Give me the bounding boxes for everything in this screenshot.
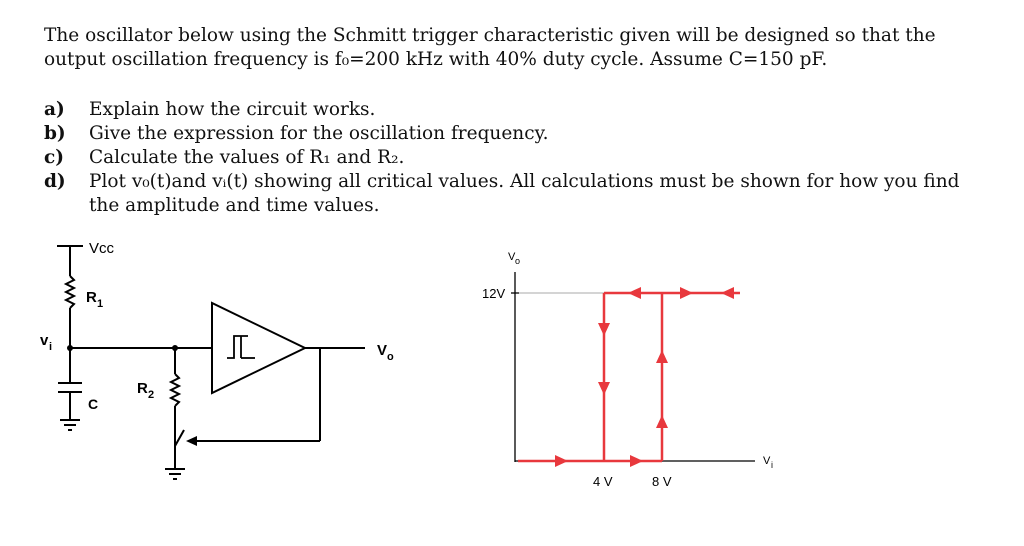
r2-subscript: 2 — [148, 389, 155, 401]
question-b-text: Give the expression for the oscillation frequency. — [89, 123, 549, 144]
question-d-text-line1: Plot v₀(t)and vᵢ(t) showing all critical values. All calculations must be shown for how you find — [89, 171, 960, 192]
vo-label: V — [377, 342, 388, 359]
low-threshold-label: 4 V — [593, 474, 613, 489]
oscillator-circuit — [0, 0, 440, 546]
vi-axis-label: V — [763, 455, 771, 467]
intro-line-2: output oscillation frequency is f₀=200 kHz with 40% duty cycle. Assume C=150 pF. — [44, 49, 828, 70]
capacitor-label: C — [88, 396, 99, 412]
r1-resistor — [66, 276, 74, 308]
hysteresis-icon — [227, 336, 248, 358]
vi-subscript: i — [49, 341, 53, 353]
question-d-label: d) — [44, 171, 66, 192]
question-b-label: b) — [44, 123, 66, 144]
r1-subscript: 1 — [97, 298, 104, 310]
question-c-text: Calculate the values of R₁ and R₂. — [89, 147, 405, 168]
vo-axis-subscript: o — [515, 256, 521, 266]
vo-axis-label: V — [508, 251, 516, 263]
question-d-text-line2: the amplitude and time values. — [89, 195, 380, 216]
vi-label: v — [40, 332, 49, 349]
vcc-label: Vcc — [89, 240, 115, 257]
schmitt-characteristic — [440, 0, 780, 546]
high-threshold-label: 8 V — [652, 474, 672, 489]
high-level-label: 12V — [482, 286, 506, 301]
vi-axis-subscript: i — [771, 460, 773, 470]
r1-label: R — [86, 289, 97, 306]
switch — [175, 430, 184, 446]
vo-subscript: o — [387, 351, 394, 363]
schmitt-buffer — [212, 303, 305, 393]
hysteresis-trace — [518, 293, 740, 461]
r2-resistor — [171, 374, 179, 406]
question-c-label: c) — [44, 147, 65, 168]
r2-label: R — [137, 380, 148, 397]
intro-line-1: The oscillator below using the Schmitt trigger characteristic given will be designed so that the — [44, 25, 936, 46]
question-a-label: a) — [44, 99, 65, 120]
question-a-text: Explain how the circuit works. — [89, 99, 376, 120]
